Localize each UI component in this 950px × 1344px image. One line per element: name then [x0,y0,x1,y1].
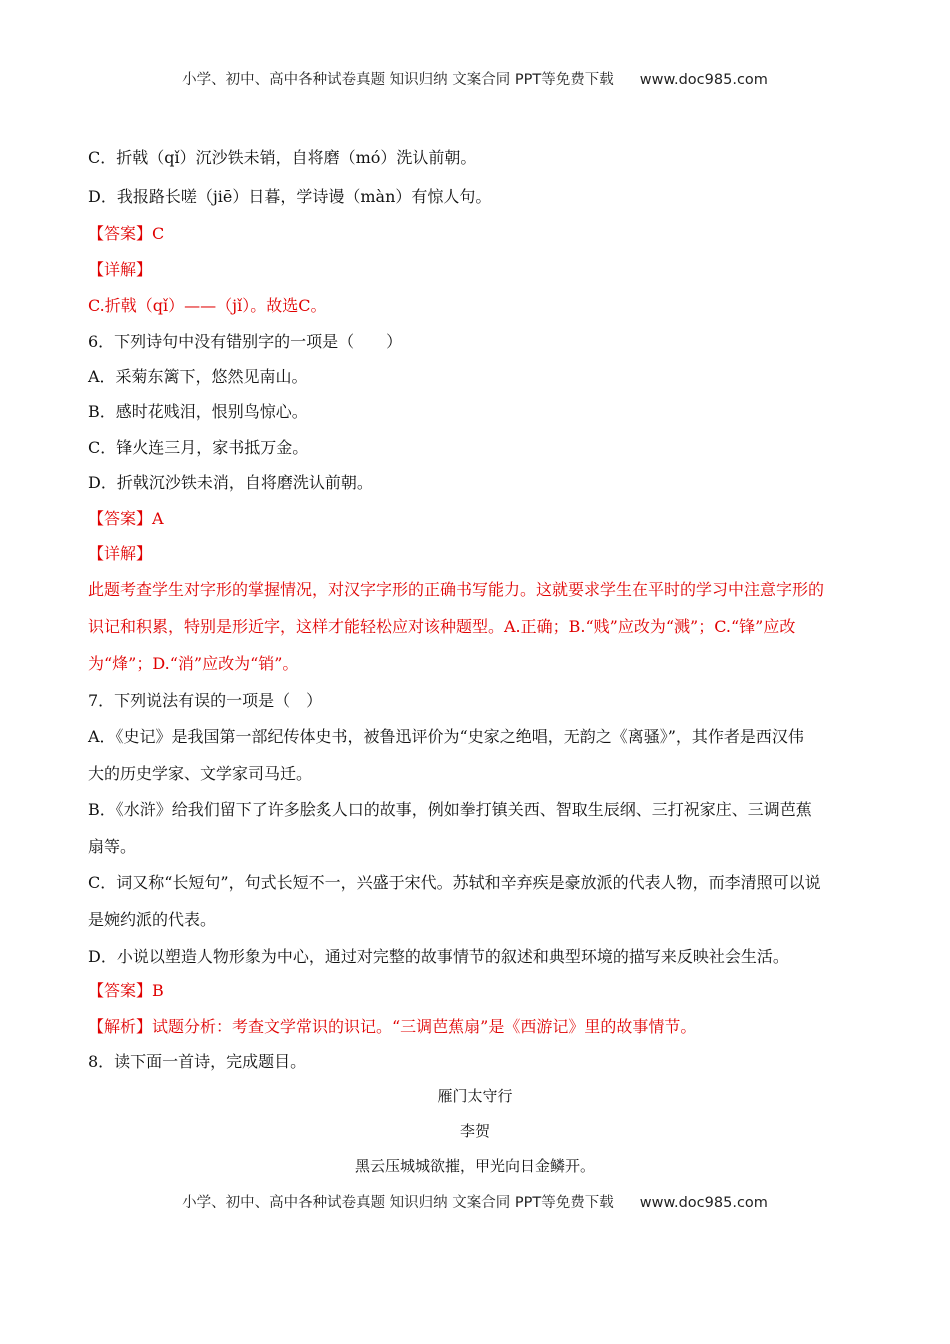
question-6: 6．下列诗句中没有错别字的一项是（ ） [88,332,403,351]
detail-6-text-3: 为“烽”；D.“消”应改为“销”。 [88,654,299,673]
page-footer [0,1191,950,1212]
option-c-pinyin: C．折戟（qǐ）沉沙铁未销，自将磨（mó）洗认前朝。 [88,148,477,167]
q6-option-a: A．采菊东篱下，悠然见南山。 [88,367,308,386]
question-7: 7．下列说法有误的一项是（ ） [88,691,323,710]
q7-option-a-2: 大的历史学家、文学家司马迁。 [88,764,313,783]
detail-5-heading: 【详解】 [88,260,153,279]
poem-line-1: 黑云压城城欲摧，甲光向日金鳞开。 [354,1157,595,1175]
option-d-pinyin: D．我报路长嗟（jiē）日暮，学诗谩（màn）有惊人句。 [88,187,492,206]
q7-option-b-1: B．《水浒》给我们留下了许多脍炙人口的故事，例如拳打镇关西、智取生辰纲、三打祝家庄、三调芭蕉 [88,800,812,819]
question-8: 8．读下面一首诗，完成题目。 [88,1052,307,1071]
header-site[interactable]: www.doc985.com [639,72,768,88]
q6-option-d: D．折戟沉沙铁未消，自将磨洗认前朝。 [88,473,373,492]
detail-6-heading: 【详解】 [88,544,153,563]
detail-6-text-1: 此题考查学生对字形的掌握情况，对汉字字形的正确书写能力。这就要求学生在平时的学习中注意字形的 [88,580,825,599]
answer-5: 【答案】C [88,224,165,243]
page-header [0,68,950,89]
poem-title: 雁门太守行 [437,1087,513,1105]
q7-option-b-2: 扇等。 [88,837,137,856]
analysis-7: 【解析】试题分析：考查文学常识的识记。“三调芭蕉扇”是《西游记》里的故事情节。 [88,1017,697,1036]
q6-option-c: C．锋火连三月，家书抵万金。 [88,438,309,457]
detail-6-text-2: 识记和积累，特别是形近字，这样才能轻松应对该种题型。A.正确；B.“贱”应改为“溅”；C.“锋”应改 [88,617,796,636]
q7-option-c-2: 是婉约派的代表。 [88,910,217,929]
q7-option-d: D．小说以塑造人物形象为中心，通过对完整的故事情节的叙述和典型环境的描写来反映社会生活。 [88,947,789,966]
footer-site[interactable]: www.doc985.com [639,1195,768,1211]
q7-option-c-1: C．词又称“长短句”，句式长短不一，兴盛于宋代。苏轼和辛弃疾是豪放派的代表人物，而李清照可以说 [88,873,821,892]
detail-5-text: C.折戟（qǐ）——（jǐ）。故选C。 [88,296,327,315]
footer-text: 小学、初中、高中各种试卷真题 知识归纳 文案合同 PPT等免费下载 [182,1195,614,1211]
poem-author: 李贺 [459,1122,490,1140]
answer-7: 【答案】B [88,981,164,1000]
q6-option-b: B．感时花贱泪，恨别鸟惊心。 [88,402,308,421]
header-text: 小学、初中、高中各种试卷真题 知识归纳 文案合同 PPT等免费下载 [182,72,614,88]
answer-6: 【答案】A [88,509,164,528]
q7-option-a-1: A．《史记》是我国第一部纪传体史书，被鲁迅评价为“史家之绝唱，无韵之《离骚》”，其作者是西汉伟 [88,727,804,746]
